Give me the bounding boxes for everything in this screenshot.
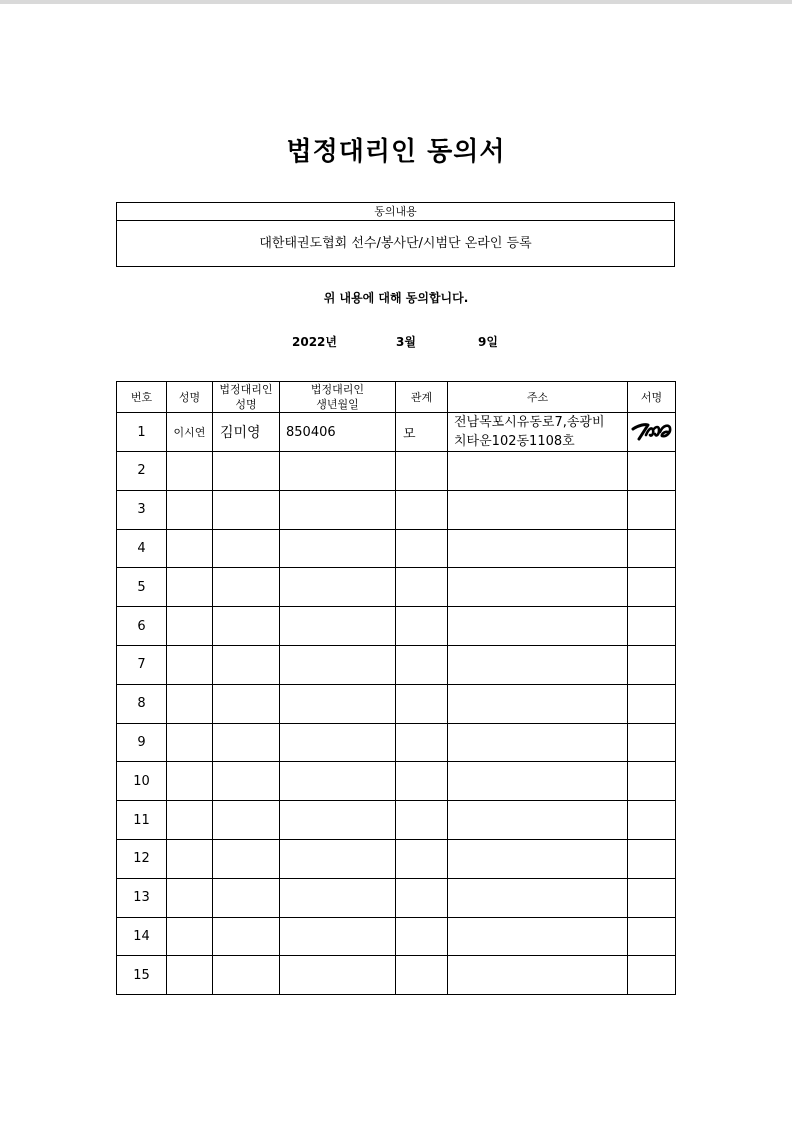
empty-cell — [628, 956, 676, 995]
empty-cell — [628, 917, 676, 956]
empty-cell — [628, 878, 676, 917]
empty-cell — [280, 839, 396, 878]
guardian-table — [116, 381, 676, 995]
row-number: 4 — [117, 529, 167, 568]
table-row — [117, 723, 676, 762]
empty-cell — [213, 529, 280, 568]
guardian-birthdate: 850406 — [280, 413, 396, 452]
empty-cell — [213, 645, 280, 684]
empty-cell — [167, 762, 213, 801]
empty-cell — [628, 801, 676, 840]
empty-cell — [213, 839, 280, 878]
empty-cell — [628, 452, 676, 491]
date-year: 2022년 — [292, 335, 337, 349]
table-row — [117, 490, 676, 529]
empty-cell — [396, 684, 448, 723]
date-day: 9일 — [478, 335, 498, 349]
table-row — [117, 645, 676, 684]
empty-cell — [396, 645, 448, 684]
empty-cell — [280, 762, 396, 801]
header-rep-birth-line1: 법정대리인 — [310, 383, 365, 396]
empty-cell — [167, 917, 213, 956]
document-title: 법정대리인 동의서 — [286, 137, 506, 167]
empty-cell — [167, 529, 213, 568]
empty-cell — [448, 839, 628, 878]
empty-cell — [167, 684, 213, 723]
empty-cell — [167, 568, 213, 607]
table-row — [117, 452, 676, 491]
empty-cell — [396, 568, 448, 607]
empty-cell — [167, 839, 213, 878]
row-number: 10 — [117, 762, 167, 801]
header-rep-birth — [280, 382, 396, 413]
handwritten-signature — [631, 418, 673, 442]
empty-cell — [628, 529, 676, 568]
empty-cell — [628, 839, 676, 878]
empty-cell — [213, 801, 280, 840]
row-number: 3 — [117, 490, 167, 529]
empty-cell — [280, 878, 396, 917]
row-number: 12 — [117, 839, 167, 878]
empty-cell — [213, 878, 280, 917]
empty-cell — [167, 723, 213, 762]
empty-cell — [396, 607, 448, 646]
address-line2: 치타운102동1108호 — [454, 434, 575, 449]
empty-cell — [280, 917, 396, 956]
empty-cell — [448, 607, 628, 646]
header-no: 번호 — [117, 382, 167, 413]
empty-cell — [280, 645, 396, 684]
empty-cell — [448, 801, 628, 840]
consent-box — [116, 202, 675, 267]
empty-cell — [448, 917, 628, 956]
empty-cell — [628, 490, 676, 529]
address — [448, 413, 628, 452]
row-number: 2 — [117, 452, 167, 491]
guardian-name: 김미영 — [213, 413, 280, 452]
applicant-name: 이시연 — [167, 413, 213, 452]
page-top-border — [0, 0, 792, 4]
empty-cell — [167, 607, 213, 646]
table-row — [117, 956, 676, 995]
empty-cell — [448, 490, 628, 529]
header-relation: 관계 — [396, 382, 448, 413]
empty-cell — [280, 490, 396, 529]
row-number: 15 — [117, 956, 167, 995]
empty-cell — [396, 762, 448, 801]
empty-cell — [396, 956, 448, 995]
empty-cell — [280, 956, 396, 995]
row-number: 6 — [117, 607, 167, 646]
empty-cell — [213, 723, 280, 762]
row-number: 13 — [117, 878, 167, 917]
empty-cell — [448, 723, 628, 762]
header-signature: 서명 — [628, 382, 676, 413]
empty-cell — [213, 684, 280, 723]
empty-cell — [280, 607, 396, 646]
empty-cell — [167, 490, 213, 529]
empty-cell — [280, 452, 396, 491]
empty-cell — [396, 723, 448, 762]
row-number: 7 — [117, 645, 167, 684]
empty-cell — [396, 529, 448, 568]
empty-cell — [448, 452, 628, 491]
empty-cell — [628, 723, 676, 762]
header-rep-birth-line2: 생년월일 — [316, 398, 359, 411]
empty-cell — [167, 452, 213, 491]
empty-cell — [628, 684, 676, 723]
empty-cell — [213, 956, 280, 995]
row-number: 14 — [117, 917, 167, 956]
empty-cell — [448, 762, 628, 801]
agree-statement: 위 내용에 대해 동의합니다. — [323, 291, 469, 305]
empty-cell — [280, 529, 396, 568]
empty-cell — [396, 801, 448, 840]
row-number: 11 — [117, 801, 167, 840]
empty-cell — [628, 762, 676, 801]
empty-cell — [448, 956, 628, 995]
empty-cell — [628, 607, 676, 646]
empty-cell — [628, 645, 676, 684]
empty-cell — [280, 684, 396, 723]
empty-cell — [213, 568, 280, 607]
empty-cell — [213, 452, 280, 491]
empty-cell — [213, 917, 280, 956]
table-row — [117, 878, 676, 917]
empty-cell — [213, 490, 280, 529]
relation: 모 — [396, 413, 448, 452]
date-month: 3월 — [396, 335, 416, 349]
table-row — [117, 568, 676, 607]
empty-cell — [628, 568, 676, 607]
row-number: 9 — [117, 723, 167, 762]
table-row — [117, 917, 676, 956]
empty-cell — [396, 452, 448, 491]
header-rep-name-line2: 성명 — [235, 398, 257, 411]
table-row — [117, 801, 676, 840]
empty-cell — [448, 684, 628, 723]
consent-header: 동의내용 — [117, 203, 674, 221]
empty-cell — [167, 878, 213, 917]
header-name: 성명 — [167, 382, 213, 413]
empty-cell — [448, 645, 628, 684]
table-row — [117, 607, 676, 646]
empty-cell — [448, 529, 628, 568]
empty-cell — [448, 878, 628, 917]
empty-cell — [280, 801, 396, 840]
table-header-row — [117, 382, 676, 413]
empty-cell — [167, 956, 213, 995]
empty-cell — [448, 568, 628, 607]
header-address: 주소 — [448, 382, 628, 413]
empty-cell — [396, 839, 448, 878]
empty-cell — [167, 801, 213, 840]
table-row — [117, 529, 676, 568]
row-number: 8 — [117, 684, 167, 723]
table-row — [117, 684, 676, 723]
table-row — [117, 839, 676, 878]
empty-cell — [396, 878, 448, 917]
consent-body: 대한태권도협회 선수/봉사단/시범단 온라인 등록 — [259, 236, 532, 251]
empty-cell — [213, 762, 280, 801]
row-number: 1 — [117, 413, 167, 452]
address-line1: 전남목포시유동로7,송광비 — [454, 415, 605, 430]
row-number: 5 — [117, 568, 167, 607]
empty-cell — [396, 917, 448, 956]
empty-cell — [167, 645, 213, 684]
empty-cell — [280, 568, 396, 607]
header-rep-name — [213, 382, 280, 413]
header-rep-name-line1: 법정대리인 — [219, 383, 273, 396]
empty-cell — [280, 723, 396, 762]
table-row — [117, 762, 676, 801]
table-row — [117, 413, 676, 452]
empty-cell — [396, 490, 448, 529]
signature-cell — [628, 413, 676, 452]
empty-cell — [213, 607, 280, 646]
